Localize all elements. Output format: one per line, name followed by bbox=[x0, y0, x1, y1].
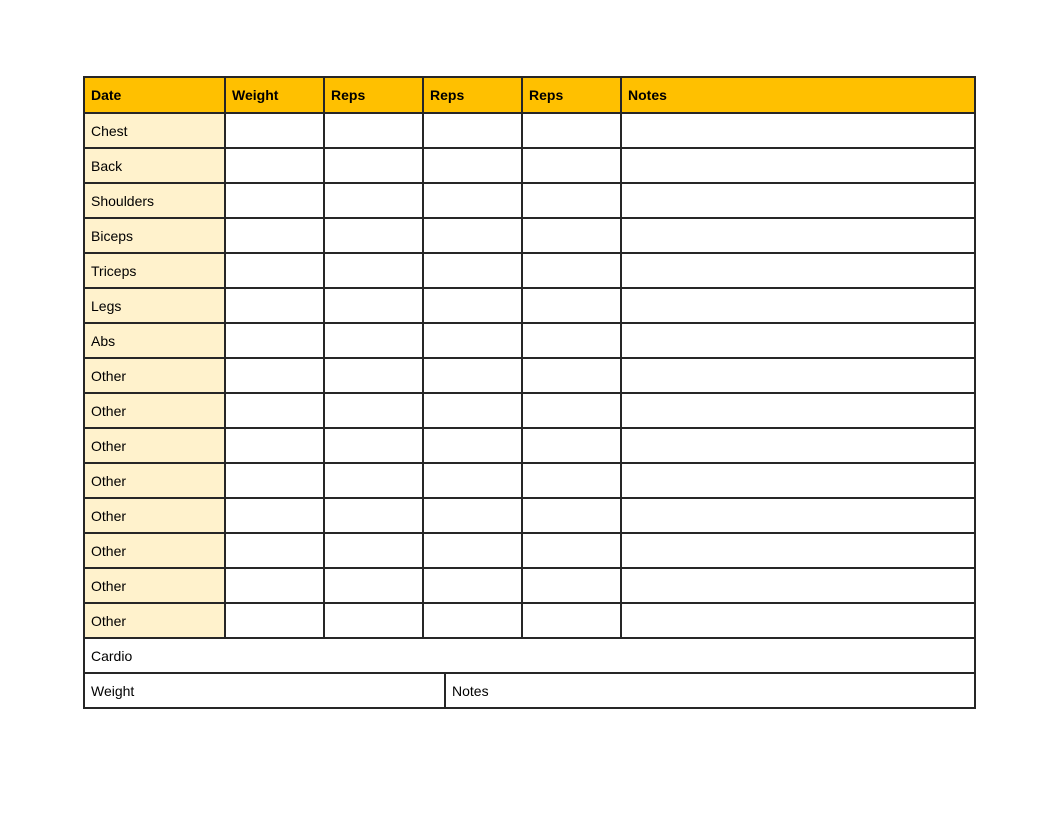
reps-1-cell[interactable] bbox=[324, 533, 423, 568]
notes-cell[interactable] bbox=[621, 533, 975, 568]
reps-3-cell[interactable] bbox=[522, 463, 621, 498]
reps-1-cell[interactable] bbox=[324, 603, 423, 638]
reps-3-cell[interactable] bbox=[522, 603, 621, 638]
reps-2-cell[interactable] bbox=[423, 253, 522, 288]
reps-1-cell[interactable] bbox=[324, 323, 423, 358]
notes-cell[interactable] bbox=[621, 183, 975, 218]
reps-2-cell[interactable] bbox=[423, 463, 522, 498]
table-row bbox=[84, 358, 975, 393]
summary-weight-label: Weight bbox=[91, 682, 135, 699]
notes-cell[interactable] bbox=[621, 288, 975, 323]
header-weight: Weight bbox=[225, 77, 324, 113]
reps-2-cell[interactable] bbox=[423, 533, 522, 568]
reps-1-cell[interactable] bbox=[324, 358, 423, 393]
reps-2-cell[interactable] bbox=[423, 218, 522, 253]
reps-1-cell[interactable] bbox=[324, 288, 423, 323]
reps-1-cell[interactable] bbox=[324, 568, 423, 603]
notes-cell[interactable] bbox=[621, 148, 975, 183]
header-reps-1: Reps bbox=[324, 77, 423, 113]
row-label: Other bbox=[84, 533, 225, 568]
notes-cell[interactable] bbox=[621, 428, 975, 463]
notes-cell[interactable] bbox=[621, 568, 975, 603]
row-label: Triceps bbox=[84, 253, 225, 288]
table-row bbox=[84, 183, 975, 218]
cardio-label: Cardio bbox=[91, 647, 133, 664]
reps-1-cell[interactable] bbox=[324, 253, 423, 288]
reps-2-cell[interactable] bbox=[423, 428, 522, 463]
table-row bbox=[84, 148, 975, 183]
reps-3-cell[interactable] bbox=[522, 428, 621, 463]
reps-2-cell[interactable] bbox=[423, 358, 522, 393]
row-label: Other bbox=[84, 603, 225, 638]
reps-2-cell[interactable] bbox=[423, 498, 522, 533]
workout-log-sheet bbox=[83, 76, 974, 709]
summary-notes-label: Notes bbox=[452, 682, 489, 699]
notes-cell[interactable] bbox=[621, 113, 975, 148]
footer-table bbox=[83, 637, 976, 709]
header-reps-3: Reps bbox=[522, 77, 621, 113]
reps-1-cell[interactable] bbox=[324, 498, 423, 533]
reps-1-cell[interactable] bbox=[324, 183, 423, 218]
reps-1-cell[interactable] bbox=[324, 113, 423, 148]
notes-cell[interactable] bbox=[621, 218, 975, 253]
notes-cell[interactable] bbox=[621, 463, 975, 498]
weight-cell[interactable] bbox=[225, 393, 324, 428]
reps-2-cell[interactable] bbox=[423, 288, 522, 323]
row-label: Legs bbox=[84, 288, 225, 323]
header-date: Date bbox=[84, 77, 225, 113]
row-label: Abs bbox=[84, 323, 225, 358]
reps-3-cell[interactable] bbox=[522, 498, 621, 533]
row-label: Biceps bbox=[84, 218, 225, 253]
table-row bbox=[84, 533, 975, 568]
table-row bbox=[84, 113, 975, 148]
reps-2-cell[interactable] bbox=[423, 393, 522, 428]
cardio-cell[interactable] bbox=[84, 638, 975, 673]
cardio-row bbox=[84, 638, 975, 673]
reps-2-cell[interactable] bbox=[423, 148, 522, 183]
notes-cell[interactable] bbox=[621, 358, 975, 393]
reps-3-cell[interactable] bbox=[522, 323, 621, 358]
reps-3-cell[interactable] bbox=[522, 568, 621, 603]
weight-cell[interactable] bbox=[225, 288, 324, 323]
header-row bbox=[84, 77, 975, 113]
row-label: Back bbox=[84, 148, 225, 183]
reps-1-cell[interactable] bbox=[324, 393, 423, 428]
reps-2-cell[interactable] bbox=[423, 323, 522, 358]
weight-cell[interactable] bbox=[225, 148, 324, 183]
reps-2-cell[interactable] bbox=[423, 113, 522, 148]
reps-3-cell[interactable] bbox=[522, 253, 621, 288]
table-row bbox=[84, 393, 975, 428]
reps-1-cell[interactable] bbox=[324, 428, 423, 463]
table-row bbox=[84, 323, 975, 358]
reps-3-cell[interactable] bbox=[522, 288, 621, 323]
table-row bbox=[84, 603, 975, 638]
reps-3-cell[interactable] bbox=[522, 218, 621, 253]
workout-log-table bbox=[83, 76, 976, 639]
weight-cell[interactable] bbox=[225, 498, 324, 533]
row-label: Other bbox=[84, 568, 225, 603]
log-body bbox=[84, 113, 975, 638]
weight-cell[interactable] bbox=[225, 463, 324, 498]
notes-cell[interactable] bbox=[621, 498, 975, 533]
summary-weight-cell[interactable] bbox=[84, 673, 445, 708]
table-row bbox=[84, 253, 975, 288]
summary-notes-cell[interactable] bbox=[445, 673, 975, 708]
reps-2-cell[interactable] bbox=[423, 568, 522, 603]
notes-cell[interactable] bbox=[621, 323, 975, 358]
reps-3-cell[interactable] bbox=[522, 393, 621, 428]
row-label: Other bbox=[84, 463, 225, 498]
weight-cell[interactable] bbox=[225, 533, 324, 568]
summary-row bbox=[84, 673, 975, 708]
row-label: Chest bbox=[84, 113, 225, 148]
reps-3-cell[interactable] bbox=[522, 148, 621, 183]
weight-cell[interactable] bbox=[225, 358, 324, 393]
reps-2-cell[interactable] bbox=[423, 183, 522, 218]
row-label: Shoulders bbox=[84, 183, 225, 218]
row-label: Other bbox=[84, 393, 225, 428]
row-label: Other bbox=[84, 428, 225, 463]
notes-cell[interactable] bbox=[621, 603, 975, 638]
reps-3-cell[interactable] bbox=[522, 113, 621, 148]
table-row bbox=[84, 568, 975, 603]
reps-3-cell[interactable] bbox=[522, 358, 621, 393]
table-row bbox=[84, 288, 975, 323]
reps-1-cell[interactable] bbox=[324, 218, 423, 253]
row-label: Other bbox=[84, 498, 225, 533]
table-row bbox=[84, 218, 975, 253]
notes-cell[interactable] bbox=[621, 393, 975, 428]
notes-cell[interactable] bbox=[621, 253, 975, 288]
header-notes: Notes bbox=[621, 77, 975, 113]
row-label: Other bbox=[84, 358, 225, 393]
reps-3-cell[interactable] bbox=[522, 183, 621, 218]
weight-cell[interactable] bbox=[225, 218, 324, 253]
reps-1-cell[interactable] bbox=[324, 463, 423, 498]
weight-cell[interactable] bbox=[225, 253, 324, 288]
reps-2-cell[interactable] bbox=[423, 603, 522, 638]
table-row bbox=[84, 498, 975, 533]
table-row bbox=[84, 428, 975, 463]
weight-cell[interactable] bbox=[225, 568, 324, 603]
reps-1-cell[interactable] bbox=[324, 148, 423, 183]
weight-cell[interactable] bbox=[225, 183, 324, 218]
weight-cell[interactable] bbox=[225, 428, 324, 463]
weight-cell[interactable] bbox=[225, 113, 324, 148]
weight-cell[interactable] bbox=[225, 603, 324, 638]
weight-cell[interactable] bbox=[225, 323, 324, 358]
header-reps-2: Reps bbox=[423, 77, 522, 113]
reps-3-cell[interactable] bbox=[522, 533, 621, 568]
table-row bbox=[84, 463, 975, 498]
